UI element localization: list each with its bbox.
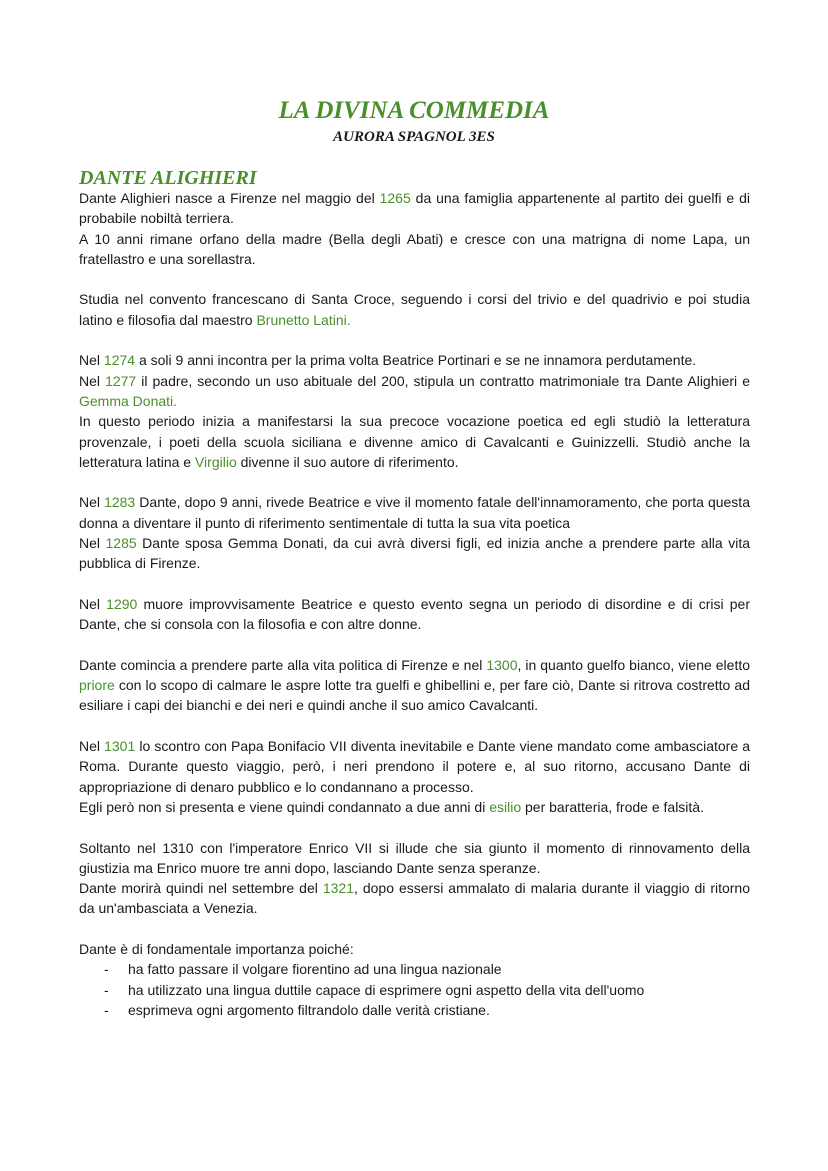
year-highlight: 1321 (322, 880, 354, 897)
name-highlight: Gemma Donati. (79, 392, 178, 409)
paragraph-exile: Nel 1301 lo scontro con Papa Bonifacio VII diventa inevitabile e Dante viene mandato come ambasciatore a Roma. Durante questo viaggio, però, i neri prendono il potere e, al suo ritorno, accusano Dante di appropriazione di denaro pubblico e lo condannano a processo. Egli però non si presenta e viene quindi condannato a due anni di esilio per baratteria, frode e falsità. (79, 738, 750, 815)
list-item: - esprimeva ogni argomento filtrandolo dalle verità cristiane. (79, 1000, 750, 1020)
document-body (79, 188, 750, 1020)
importance-list (79, 959, 750, 1020)
name-highlight: Virgilio (194, 453, 237, 470)
year-highlight: 1301 (104, 738, 136, 755)
name-highlight: Brunetto Latini. (256, 311, 351, 328)
importance-intro: Dante è di fondamentale importanza poiché: (79, 940, 354, 957)
term-highlight: priore (79, 677, 115, 694)
paragraph-death: Soltanto nel 1310 con l'imperatore Enrico VII si illude che sia giunto il momento di rinnovamento della giustizia ma Enrico muore tre anni dopo, lasciando Dante senza speranze. Dante morirà quindi nel settembre del 1321, dopo essersi ammalato di malaria durante il viaggio di ritorno da un'ambasciata a Venezia. (79, 839, 751, 917)
term-highlight: esilio (489, 798, 522, 815)
year-highlight: 1300 (486, 656, 518, 673)
list-item: - ha fatto passare il volgare fiorentino ad una lingua nazionale (79, 959, 750, 979)
document-title: LA DIVINA COMMEDIA (278, 97, 550, 124)
paragraph-importance (79, 939, 750, 1020)
paragraph-birth: Dante Alighieri nasce a Firenze nel maggio del 1265 da una famiglia appartenente al partito dei guelfi e di probabile nobiltà terriera. A 10 anni rimane orfano della madre (Bella degli Abati) e cresce con una matrigna di nome Lapa, un fratellastro e una sorellastra. (79, 190, 750, 267)
year-highlight: 1285 (105, 535, 137, 552)
paragraph-studies: Studia nel convento francescano di Santa Croce, seguendo i corsi del trivio e del quadrivio e poi studia latino e filosofia dal maestro Brunetto Latini. (79, 291, 750, 328)
paragraph-beatrice: Nel 1274 a soli 9 anni incontra per la prima volta Beatrice Portinari e se ne innamora perdutamente. Nel 1277 il padre, secondo un uso abituale del 200, stipula un contratto matrimoniale tra Dante Alighieri e Gemma Donati. In questo periodo inizia a manifestarsi la sua precoce vocazione poetica ed egli studiò la letteratura provenzale, i poeti della scuola siciliana e divenne amico di Cavalcanti e Guinizzelli. Studiò anche la letteratura latina e Virgilio divenne il suo autore di riferimento. (79, 352, 750, 470)
year-highlight: 1277 (105, 372, 137, 389)
paragraph-politics: Dante comincia a prendere parte alla vita politica di Firenze e nel 1300, in quanto guelfo bianco, viene eletto priore con lo scopo di calmare le aspre lotte tra guelfi e ghibellini e, per fare ciò, Dante si ritrova costretto ad esiliare i capi dei bianchi e dei neri e quindi anche il suo amico Cavalcanti. (79, 656, 751, 714)
year-highlight: 1274 (103, 352, 136, 369)
year-highlight: 1283 (104, 494, 136, 511)
year-highlight: 1265 (379, 190, 411, 206)
list-item: - ha utilizzato una lingua duttile capace di esprimere ogni aspetto della vita dell'uomo (79, 980, 750, 1000)
year-highlight: 1290 (106, 595, 138, 612)
paragraph-marriage: Nel 1283 Dante, dopo 9 anni, rivede Beatrice e vive il momento fatale dell'innamoramento, che porta questa donna a diventare il punto di riferimento sentimentale di tutta la sua vita poetica Nel 1285 Dante sposa Gemma Donati, da cui avrà diversi figli, ed inizia anche a prendere parte alla vita pubblica di Firenze. (79, 494, 750, 572)
document-author: AURORA SPAGNOL 3ES (333, 129, 495, 145)
paragraph-crisis: Nel 1290 muore improvvisamente Beatrice e questo evento segna un periodo di disordine e di crisi per Dante, che si consola con la filosofia e con altre donne. (79, 595, 751, 633)
section-heading: DANTE ALIGHIERI (79, 167, 257, 189)
